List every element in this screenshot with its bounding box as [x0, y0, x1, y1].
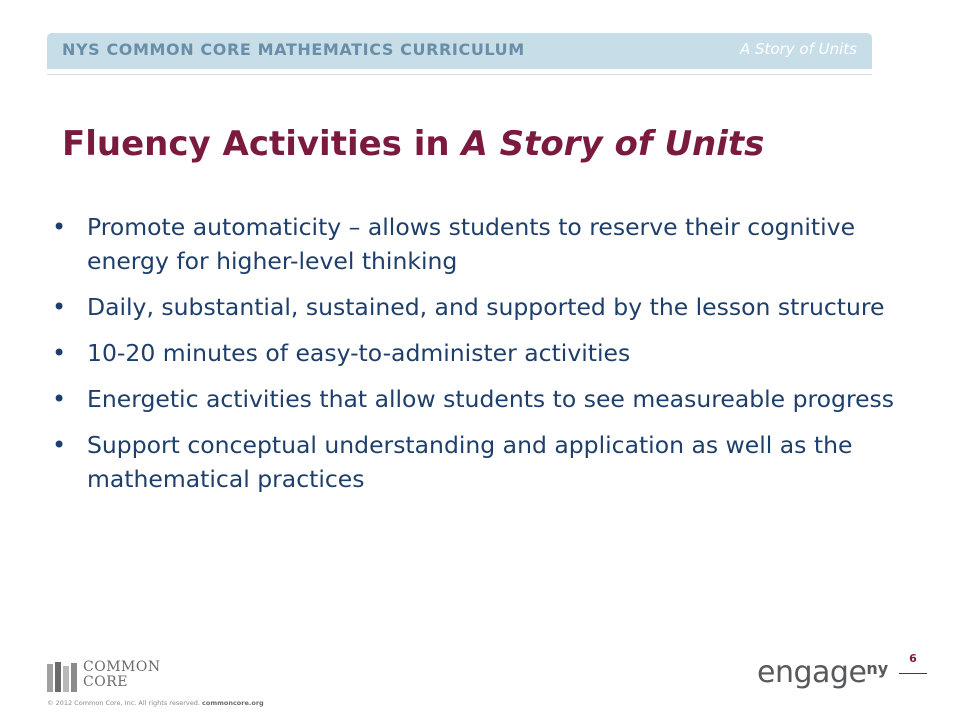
engageny-logo	[757, 655, 888, 690]
page-number: 6	[909, 652, 917, 665]
common-core-line2: CORE	[83, 674, 128, 690]
copyright-text: © 2012 Common Core, Inc. All rights reserved.	[47, 699, 200, 707]
bullet-item: • Daily, substantial, sustained, and supported by the lesson structure	[52, 290, 897, 324]
series-label: A Story of Units	[740, 40, 857, 58]
slide-title-italic: A Story of Units	[461, 124, 765, 164]
common-core-wordmark	[83, 660, 161, 690]
common-core-bars-icon	[47, 662, 77, 692]
bullet-item: • Energetic activities that allow students to see measureable progress	[52, 382, 897, 416]
engageny-sup: ny	[866, 658, 889, 678]
header-divider	[47, 74, 872, 75]
bullet-item: • 10-20 minutes of easy-to-administer activities	[52, 336, 897, 370]
slide-title-prefix: Fluency Activities in	[62, 124, 462, 164]
bullet-item: • Promote automaticity – allows students to reserve their cognitive energy for higher-level thinking	[52, 210, 897, 278]
engageny-main: engage	[757, 655, 867, 690]
slide-title	[62, 124, 764, 164]
copyright-notice	[47, 699, 264, 707]
common-core-logo	[47, 660, 187, 694]
page-number-rule	[899, 673, 927, 674]
curriculum-label: NYS COMMON CORE MATHEMATICS CURRICULUM	[62, 40, 525, 59]
bullet-list	[52, 210, 897, 508]
common-core-line1: COMMON	[83, 659, 161, 675]
copyright-site: commoncore.org	[202, 699, 264, 707]
bullet-item: • Support conceptual understanding and application as well as the mathematical practices	[52, 428, 897, 496]
